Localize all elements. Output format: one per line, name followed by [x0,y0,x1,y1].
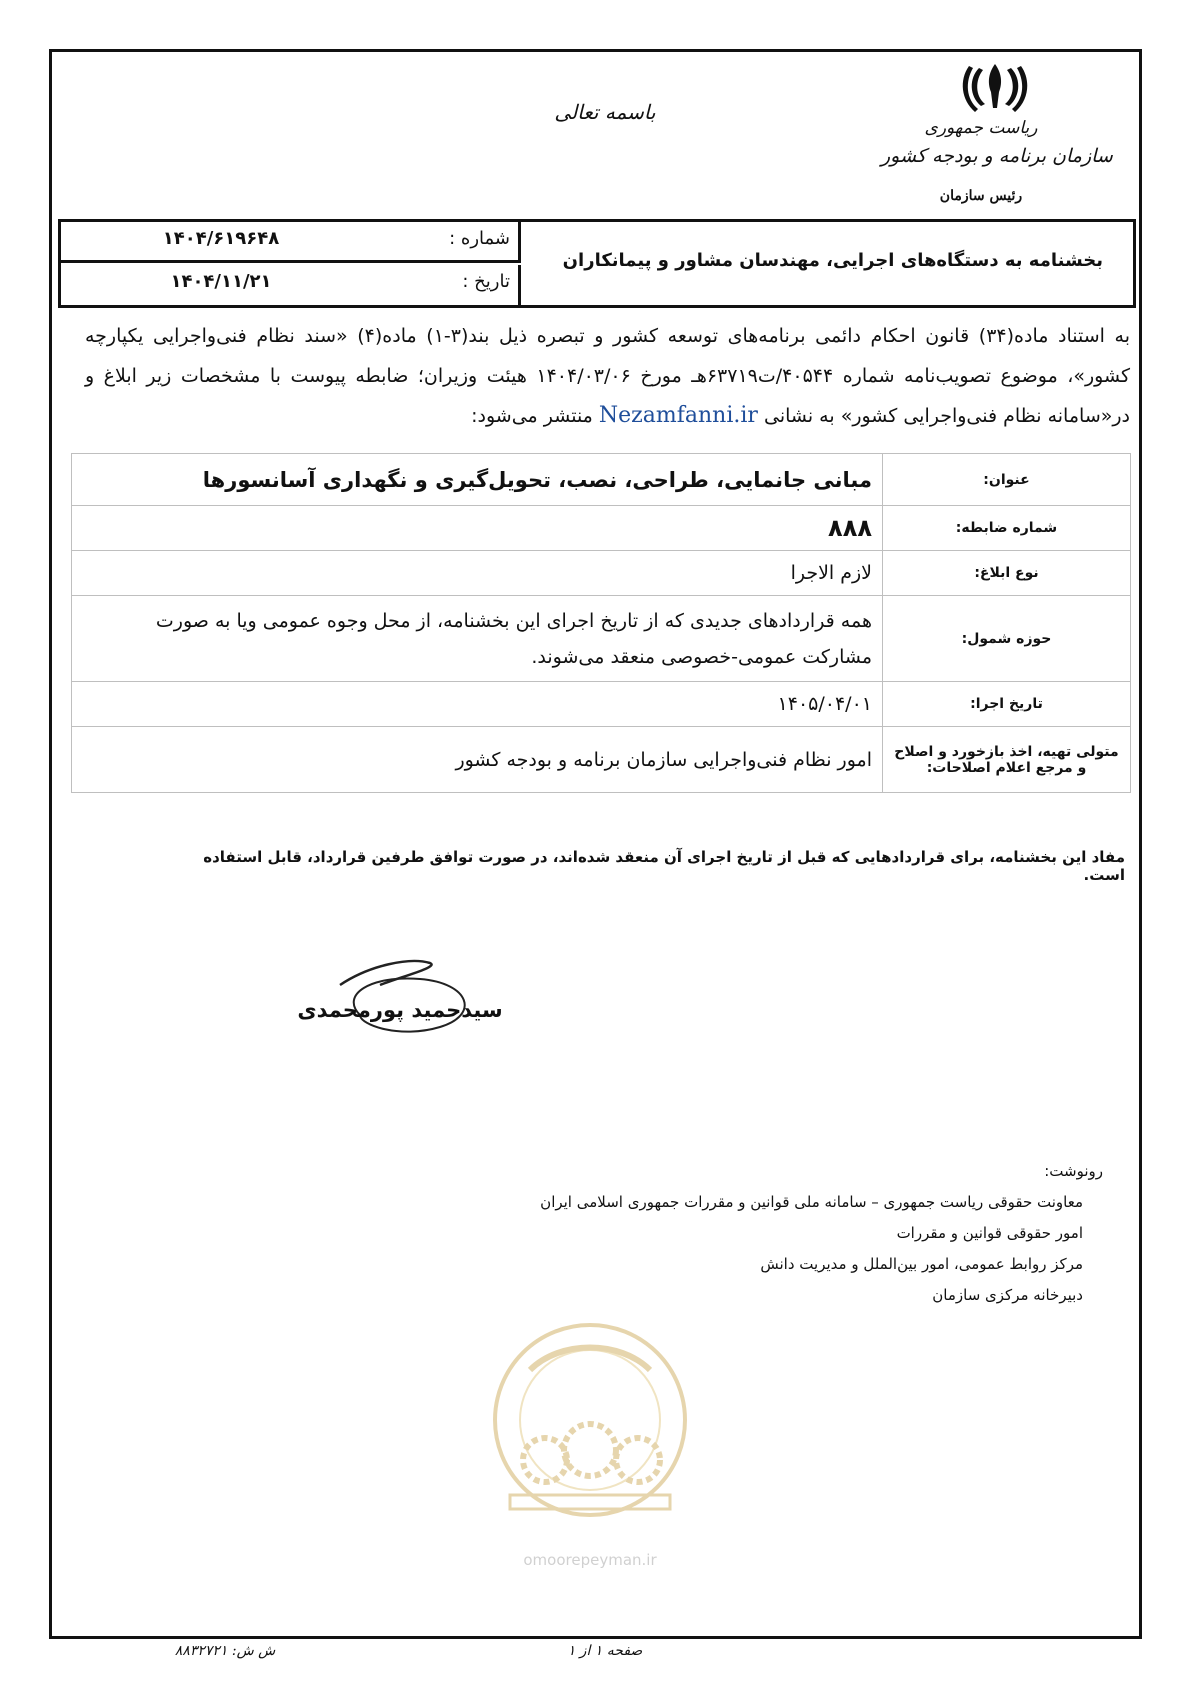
omoorepeyman-watermark-logo [490,1310,695,1580]
intro-tail: منتشر می‌شود: [471,405,593,427]
info-value: ۸۸۸ [72,506,883,551]
cc-list [540,1156,1103,1311]
letter-meta-table [58,219,1136,308]
cc-item: امور حقوقی قوانین و مقررات [896,1224,1083,1242]
info-row [72,506,1131,551]
info-key: حوزه شمول: [883,596,1131,682]
letter-subject: بخشنامه به دستگاه‌های اجرایی، مهندسان مشاور و پیمانکاران [562,250,1103,271]
iran-emblem-icon [955,58,1035,118]
cc-heading: رونوشت: [1044,1162,1103,1180]
org-line-organization: سازمان برنامه و بودجه کشور [881,145,1113,167]
info-key: عنوان: [883,454,1131,506]
info-value: لازم الاجرا [72,551,883,596]
info-row [72,454,1131,506]
date-label: تاریخ : [462,271,510,292]
intro-paragraph [85,316,1130,436]
signatory-name: سیدحمید پورمحمدی [297,998,503,1022]
document-code: ش ش: ۸۸۳۲۷۲۱ [174,1643,276,1659]
info-row [72,551,1131,596]
applicability-note: مفاد این بخشنامه، برای قراردادهایی که قبل از تاریخ اجرای آن منعقد شده‌اند، در صورت توافق طرفین قرارداد، قابل استفاده است. [203,848,1125,884]
info-value: امور نظام فنی‌واجرایی سازمان برنامه و بودجه کشور [72,727,883,793]
info-key: نوع ابلاغ: [883,551,1131,596]
number-row [61,222,521,263]
info-row [72,727,1131,793]
cc-item: دبیرخانه مرکزی سازمان [932,1286,1083,1304]
info-key: شماره ضابطه: [883,506,1131,551]
info-key: تاریخ اجرا: [883,682,1131,727]
info-key: متولی تهیه، اخذ بازخورد و اصلاح و مرجع اعلام اصلاحات: [883,727,1131,793]
info-value: مبانی جانمایی، طراحی، نصب، تحویل‌گیری و نگهداری آسانسورها [72,454,883,506]
info-value: ۱۴۰۵/۰۴/۰۱ [72,682,883,727]
date-value: ۱۴۰۴/۱۱/۲۱ [170,271,272,292]
date-row [61,265,521,306]
number-value: ۱۴۰۴/۶۱۹۶۴۸ [162,228,280,249]
cc-item: مرکز روابط عمومی، امور بین‌الملل و مدیریت دانش [760,1255,1083,1273]
watermark-site: omoorepeyman.ir [523,1551,657,1569]
info-row [72,596,1131,682]
info-row [72,682,1131,727]
regulation-info-table [71,453,1131,793]
info-value: همه قراردادهای جدیدی که از تاریخ اجرای این بخشنامه، از محل وجوه عمومی ویا به صورت مشارکت عمومی-خصوصی منعقد می‌شوند. [72,596,883,682]
number-label: شماره : [449,228,510,249]
org-line-head: رئیس سازمان [939,188,1023,204]
site-link[interactable]: Nezamfanni.ir [598,403,758,428]
basmala: باسمه تعالی [554,100,656,124]
org-line-presidency: ریاست جمهوری [924,118,1038,138]
page-number: صفحه ۱ از ۱ [567,1643,643,1659]
cc-item: معاونت حقوقی ریاست جمهوری – سامانه ملی قوانین و مقررات جمهوری اسلامی ایران [540,1193,1083,1211]
intro-text: به استناد ماده(۳۴) قانون احکام دائمی برنامه‌های توسعه کشور و تبصره ذیل بند(۳-۱) ماده(۴) «سند نظام فنی‌واجرایی یکپارچه کشور»، موضوع تصویب‌نامه شماره ۴۰۵۴۴/ت۶۳۷۱۹هـ مورخ ۱۴۰۴/۰۳/۰۶ هیئت وزیران؛ ضابطه پیوست با مشخصات زیر ابلاغ و در«سامانه نظام فنی‌واجرایی کشور» به نشانی [85,325,1130,427]
